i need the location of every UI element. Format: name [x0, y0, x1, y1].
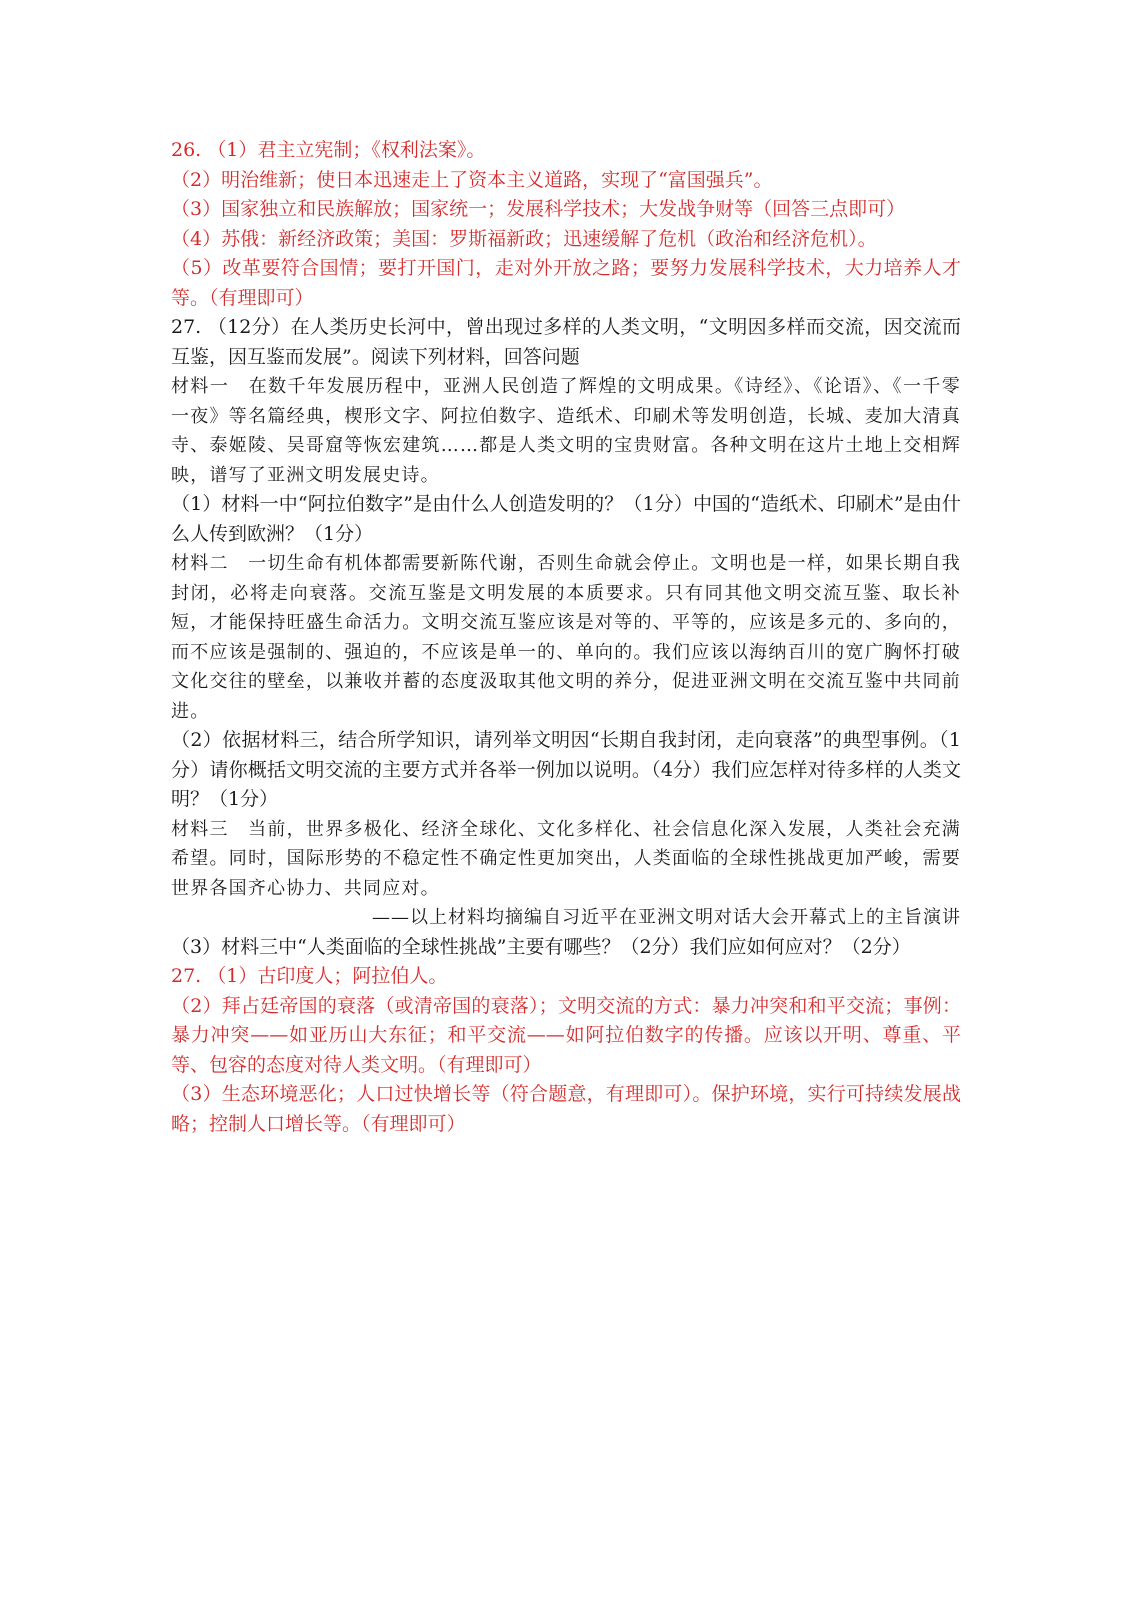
answer-26-5: （5）改革要符合国情；要打开国门，走对外开放之路；要努力发展科学技术，大力培养人才等。（有理即可）	[171, 257, 961, 309]
answer-26-3: （3）国家独立和民族解放；国家统一；发展科学技术；大发战争财等（回答三点即可）	[171, 198, 906, 220]
answer-26-4: （4）苏俄：新经济政策；美国：罗斯福新政；迅速缓解了危机（政治和经济危机）。	[171, 227, 877, 250]
material-3: 材料三 当前，世界多极化、经济全球化、文化多样化、社会信息化深入发展，人类社会充满希望。同时，国际形势的不稳定性不确定性更加突出，人类面临的全球性挑战更加严峻，需要世界各国齐心协力、共同应对。	[171, 818, 961, 899]
document-page	[171, 136, 961, 1139]
material-2: 材料二 一切生命有机体都需要新陈代谢，否则生命就会停止。文明也是一样，如果长期自我封闭，必将走向衰落。交流互鉴是文明发展的本质要求。只有同其他文明交流互鉴、取长补短，才能保持旺盛生命活力。文明交流互鉴应该是对等的、平等的，应该是多元的、多向的，而不应该是强制的、强迫的，不应该是单一的、单向的。我们应该以海纳百川的宽广胸怀打破文化交往的壁垒，以兼收并蓄的态度汲取其他文明的养分，促进亚洲文明在交流互鉴中共同前进。	[171, 553, 961, 722]
question-27-1: （1）材料一中“阿拉伯数字”是由什么人创造发明的？（1分）中国的“造纸术、印刷术”是由什么人传到欧洲？（1分）	[171, 493, 961, 545]
answer-26-2: （2）明治维新；使日本迅速走上了资本主义道路，实现了“富国强兵”。	[171, 168, 773, 191]
answer-26-1: 26. （1）君主立宪制；《权利法案》。	[171, 139, 486, 161]
material-1: 材料一 在数千年发展历程中，亚洲人民创造了辉煌的文明成果。《诗经》、《论语》、《一千零一夜》等名篇经典，楔形文字、阿拉伯数字、造纸术、印刷术等发明创造，长城、麦加大清真寺、泰姬陵、吴哥窟等恢宏建筑……都是人类文明的宝贵财富。各种文明在这片土地上交相辉映，谱写了亚洲文明发展史诗。	[171, 376, 961, 486]
material-source: ——以上材料均摘编自习近平在亚洲文明对话大会开幕式上的主旨演讲	[372, 907, 961, 928]
question-27-2: （2）依据材料三，结合所学知识，请列举文明因“长期自我封闭，走向衰落”的典型事例。（1分）请你概括文明交流的主要方式并各举一例加以说明。（4分）我们应怎样对待多样的人类文明？（1分）	[171, 729, 961, 810]
answer-27-3: （3）生态环境恶化；人口过快增长等（符合题意，有理即可）。保护环境，实行可持续发展战略；控制人口增长等。（有理即可）	[171, 1083, 961, 1135]
question-27-3: （3）材料三中“人类面临的全球性挑战”主要有哪些？（2分）我们应如何应对？（2分）	[171, 935, 911, 958]
question-27-intro: 27. （12分）在人类历史长河中，曾出现过多样的人类文明，“文明因多样而交流，因交流而互鉴，因互鉴而发展”。阅读下列材料，回答问题	[171, 316, 961, 368]
answer-27-1: 27. （1）古印度人；阿拉伯人。	[171, 965, 448, 987]
answer-27-2: （2）拜占廷帝国的衰落（或清帝国的衰落）；文明交流的方式：暴力冲突和和平交流；事例：暴力冲突——如亚历山大东征；和平交流——如阿拉伯数字的传播。应该以开明、尊重、平等、包容的态度对待人类文明。（有理即可）	[171, 994, 961, 1076]
